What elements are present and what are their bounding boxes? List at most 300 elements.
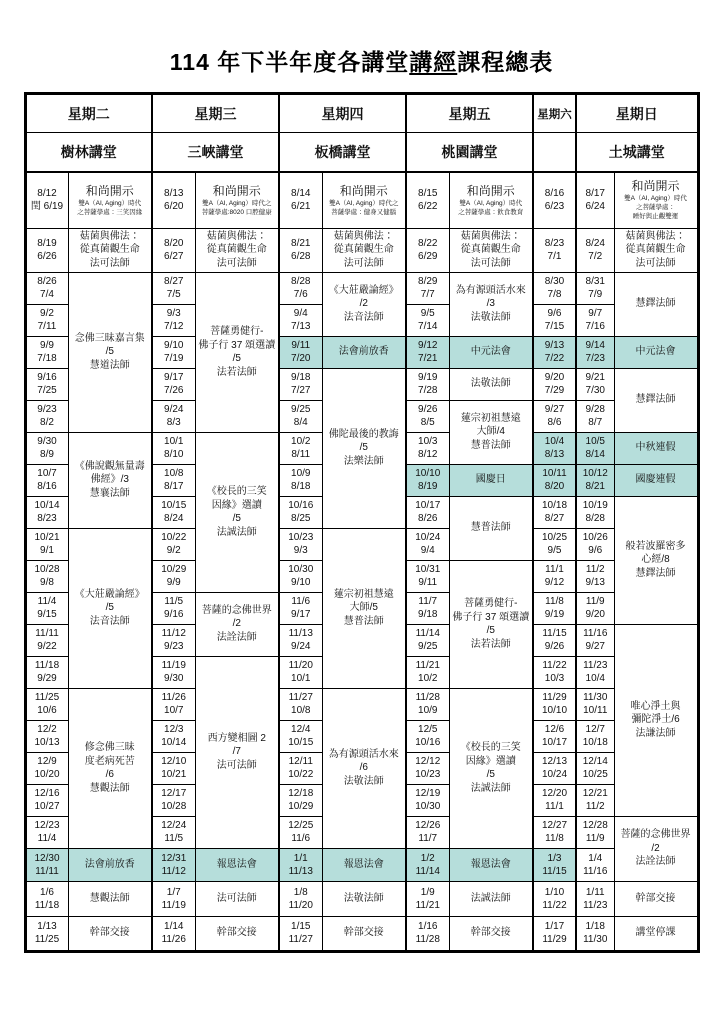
date-cell-thu: 11/6 9/17 [279, 592, 322, 624]
date-cell-wed: 10/29 9/9 [152, 560, 195, 592]
date-cell-fri: 10/31 9/11 [406, 560, 449, 592]
date-cell-sat: 12/6 10/17 [533, 720, 576, 752]
date-cell-tue: 9/9 7/18 [25, 336, 68, 368]
event-text-line: /5 [486, 769, 495, 780]
event-cell-thu [322, 172, 406, 228]
date-cell-sun: 9/28 8/7 [576, 400, 614, 432]
event-cell-sun [614, 881, 698, 916]
date-cell-sat: 1/17 11/29 [533, 916, 576, 951]
event-cell-tue [68, 432, 152, 528]
date-cell-tue: 11/25 10/6 [25, 688, 68, 720]
event-text-line: 報恩法會 [343, 858, 384, 870]
event-text-line: 中秋連假 [635, 442, 676, 454]
event-text-line: 法敬法師 [470, 378, 511, 390]
date-cell-fri: 11/21 10/2 [406, 656, 449, 688]
event-text-line: 從真菌觀生命 [206, 244, 267, 256]
date-cell-sun: 8/24 7/2 [576, 228, 614, 272]
date-cell-thu: 10/23 9/3 [279, 528, 322, 560]
event-subtitle-line: 雙A（AI, Aging）時代 [459, 199, 523, 207]
event-cell-thu [322, 881, 406, 916]
date-cell-sun: 9/14 7/23 [576, 336, 614, 368]
event-text-line: 法誠法師 [470, 782, 511, 794]
date-cell-thu: 10/16 8/25 [279, 496, 322, 528]
event-cell-sun [614, 816, 698, 881]
event-text-line: 幹部交接 [470, 927, 511, 939]
event-cell-thu [322, 368, 406, 528]
date-cell-fri: 12/12 10/23 [406, 752, 449, 784]
event-text-line: 中元法會 [635, 346, 676, 358]
date-cell-wed: 12/24 11/5 [152, 816, 195, 848]
date-cell-fri: 11/14 9/25 [406, 624, 449, 656]
date-cell-sat: 9/27 8/6 [533, 400, 576, 432]
event-text-line: 法敬法師 [343, 892, 384, 904]
date-cell-wed: 10/1 8/10 [152, 432, 195, 464]
date-cell-sat: 9/20 7/29 [533, 368, 576, 400]
event-subtitle-line: 睡好與止觀雙運 [632, 213, 679, 221]
date-cell-fri: 12/19 10/30 [406, 784, 449, 816]
date-cell-thu: 9/11 7/20 [279, 336, 322, 368]
event-subtitle-line: 雙A（AI, Aging）時代之 [329, 199, 399, 207]
date-cell-fri: 1/2 11/14 [406, 848, 449, 881]
date-cell-sun: 10/5 8/14 [576, 432, 614, 464]
event-text-line: 彌陀淨土/6 [631, 714, 680, 726]
event-cell-fri [449, 848, 533, 881]
date-cell-sat: 10/4 8/13 [533, 432, 576, 464]
date-cell-sun: 10/26 9/6 [576, 528, 614, 560]
event-cell-tue [68, 228, 152, 272]
date-cell-sat: 11/29 10/10 [533, 688, 576, 720]
header-day-sun: 星期日 [576, 94, 698, 133]
event-text-line: 幹部交接 [343, 927, 384, 939]
event-text-line: 法敬法師 [470, 311, 511, 323]
date-cell-tue: 10/21 9/1 [25, 528, 68, 560]
event-text-line: 菇菌與佛法： [625, 230, 686, 242]
event-subtitle-line: 菩薩學處:8020 口腔健康 [201, 208, 272, 216]
date-cell-fri: 1/9 11/21 [406, 881, 449, 916]
event-cell-tue [68, 848, 152, 881]
date-cell-sun: 11/23 10/4 [576, 656, 614, 688]
date-cell-tue: 9/30 8/9 [25, 432, 68, 464]
header-hall-wed: 三峽講堂 [152, 133, 279, 173]
event-cell-thu [322, 528, 406, 688]
event-text-line: 菇菌與佛法： [206, 230, 267, 242]
date-cell-fri: 11/28 10/9 [406, 688, 449, 720]
event-text-line: 慧普法師 [343, 615, 384, 627]
event-text-line: 因緣》選讀 [211, 499, 262, 511]
event-cell-sun [614, 172, 698, 228]
event-text-line: /7 [232, 746, 241, 758]
date-cell-tue: 9/16 7/25 [25, 368, 68, 400]
event-text-line: 報恩法會 [470, 858, 511, 870]
event-cell-thu [322, 688, 406, 848]
date-cell-fri: 8/29 7/7 [406, 272, 449, 304]
event-text-line: 《大莊嚴論經》 [328, 284, 399, 296]
event-title: 和尚開示 [212, 183, 261, 198]
date-cell-thu: 9/18 7/27 [279, 368, 322, 400]
date-cell-tue: 8/26 7/4 [25, 272, 68, 304]
event-text-line: 大師/5 [349, 602, 378, 614]
schedule-table [24, 92, 700, 953]
date-cell-fri: 8/15 6/22 [406, 172, 449, 228]
schedule-row [25, 688, 698, 720]
event-text-line: 念佛三昧嘉言集 [74, 332, 145, 344]
event-text-line: /5 [105, 346, 114, 358]
event-text-line: 幹部交接 [216, 927, 257, 939]
event-text-line: 法可法師 [89, 257, 130, 269]
event-text-line: 度老病死苦 [84, 755, 135, 767]
date-cell-thu: 1/15 11/27 [279, 916, 322, 951]
event-cell-tue [68, 528, 152, 688]
event-text-line: 佛子行 37 頌選讀 [198, 339, 276, 351]
event-subtitle-line: 雙A（AI, Aging）時代之 [202, 199, 272, 207]
date-cell-thu: 10/30 9/10 [279, 560, 322, 592]
event-cell-fri [449, 916, 533, 951]
title-underlined: 講經 [409, 49, 458, 75]
title-pre: 114 年下半年度各講堂 [169, 49, 410, 75]
event-cell-fri [449, 688, 533, 848]
date-cell-sun: 12/21 11/2 [576, 784, 614, 816]
event-cell-fri [449, 368, 533, 400]
date-cell-fri: 11/7 9/18 [406, 592, 449, 624]
date-cell-tue: 1/13 11/25 [25, 916, 68, 951]
date-cell-tue: 10/7 8/16 [25, 464, 68, 496]
header-hall-tue: 樹林講堂 [25, 133, 152, 173]
date-cell-sun: 11/2 9/13 [576, 560, 614, 592]
event-title: 和尚開示 [85, 183, 134, 198]
event-text-line: 報恩法會 [216, 858, 257, 870]
event-text-line: 從真菌觀生命 [460, 244, 521, 256]
event-text-line: 法樂法師 [343, 455, 384, 467]
date-cell-sun: 9/21 7/30 [576, 368, 614, 400]
date-cell-wed: 9/10 7/19 [152, 336, 195, 368]
event-text-line: 大師/4 [476, 426, 505, 438]
event-cell-thu [322, 848, 406, 881]
event-cell-wed [195, 848, 279, 881]
date-cell-wed: 1/7 11/19 [152, 881, 195, 916]
event-text-line: 慧觀法師 [89, 892, 130, 904]
event-text-line: 為有源頭活水來 [328, 748, 399, 760]
date-cell-fri: 9/26 8/5 [406, 400, 449, 432]
date-cell-thu: 10/9 8/18 [279, 464, 322, 496]
date-cell-wed: 8/27 7/5 [152, 272, 195, 304]
event-text-line: 從真菌觀生命 [79, 244, 140, 256]
header-day-thu: 星期四 [279, 94, 406, 133]
date-cell-sun: 11/30 10/11 [576, 688, 614, 720]
event-text-line: 法敬法師 [343, 775, 384, 787]
event-text-line: 菩薩勇健行- [464, 598, 518, 609]
date-cell-tue: 8/12 閏 6/19 [25, 172, 68, 228]
event-text-line: 法可法師 [470, 257, 511, 269]
event-cell-sun [614, 496, 698, 624]
event-text-line: 法可法師 [635, 257, 676, 269]
event-cell-wed [195, 172, 279, 228]
event-text-line: 法誠法師 [470, 892, 511, 904]
date-cell-thu: 9/25 8/4 [279, 400, 322, 432]
event-text-line: 西方變相圖 2 [207, 732, 266, 744]
event-cell-fri [449, 560, 533, 688]
date-cell-thu: 8/14 6/21 [279, 172, 322, 228]
event-text-line: 慧鐸法師 [635, 298, 676, 310]
event-text-line: 佛子行 37 頌選讀 [452, 611, 530, 623]
event-text-line: 菇菌與佛法： [460, 230, 521, 242]
date-cell-fri: 10/17 8/26 [406, 496, 449, 528]
date-cell-thu: 8/21 6/28 [279, 228, 322, 272]
event-text-line: 法若法師 [216, 366, 257, 378]
date-cell-wed: 9/24 8/3 [152, 400, 195, 432]
date-cell-fri: 8/22 6/29 [406, 228, 449, 272]
date-cell-wed: 11/12 9/23 [152, 624, 195, 656]
date-cell-fri: 12/5 10/16 [406, 720, 449, 752]
date-cell-tue: 9/23 8/2 [25, 400, 68, 432]
date-cell-tue: 12/23 11/4 [25, 816, 68, 848]
event-text-line: 從真菌觀生命 [333, 244, 394, 256]
date-cell-tue: 11/11 9/22 [25, 624, 68, 656]
event-text-line: 佛經》/3 [90, 474, 129, 486]
date-cell-wed: 11/5 9/16 [152, 592, 195, 624]
event-text-line: 幹部交接 [635, 892, 676, 904]
event-text-line: 慧道法師 [89, 359, 130, 371]
date-cell-fri: 9/12 7/21 [406, 336, 449, 368]
date-cell-thu: 11/13 9/24 [279, 624, 322, 656]
event-cell-tue [68, 172, 152, 228]
date-cell-fri: 10/24 9/4 [406, 528, 449, 560]
event-text-line: /5 [105, 602, 114, 614]
event-cell-wed [195, 272, 279, 432]
event-text-line: 法詮法師 [635, 856, 676, 868]
date-cell-sun: 1/18 11/30 [576, 916, 614, 951]
header-hall-sun: 土城講堂 [576, 133, 698, 173]
date-cell-wed: 11/26 10/7 [152, 688, 195, 720]
date-cell-sun: 8/17 6/24 [576, 172, 614, 228]
event-cell-wed [195, 656, 279, 848]
event-cell-wed [195, 228, 279, 272]
date-cell-tue: 12/2 10/13 [25, 720, 68, 752]
date-cell-wed: 8/13 6/20 [152, 172, 195, 228]
event-subtitle-line: 之菩薩學處：飲食教育 [458, 208, 524, 216]
date-cell-tue: 12/16 10/27 [25, 784, 68, 816]
date-cell-sat: 12/13 10/24 [533, 752, 576, 784]
event-cell-sun [614, 916, 698, 951]
event-cell-fri [449, 400, 533, 464]
event-text-line: /5 [232, 513, 241, 524]
schedule-row [25, 228, 698, 272]
event-text-line: /2 [651, 842, 660, 854]
date-cell-sat: 11/1 9/12 [533, 560, 576, 592]
date-cell-fri: 10/3 8/12 [406, 432, 449, 464]
event-subtitle-line: 之菩薩學處：三笑因緣 [77, 208, 143, 216]
event-text-line: 國慶連假 [635, 474, 676, 486]
event-text-line: 菇菌與佛法： [79, 230, 140, 242]
date-cell-wed: 12/31 11/12 [152, 848, 195, 881]
header-day-fri: 星期五 [406, 94, 533, 133]
event-cell-fri [449, 172, 533, 228]
event-cell-tue [68, 916, 152, 951]
event-text-line: /5 [359, 442, 368, 454]
event-cell-fri [449, 464, 533, 496]
date-cell-thu: 10/2 8/11 [279, 432, 322, 464]
event-text-line: /3 [486, 298, 495, 310]
event-cell-fri [449, 272, 533, 336]
date-cell-fri: 9/19 7/28 [406, 368, 449, 400]
event-text-line: 慧鐸法師 [635, 394, 676, 406]
schedule-row [25, 272, 698, 304]
event-text-line: 般若波羅密多 [625, 540, 686, 552]
event-text-line: 法音法師 [89, 615, 130, 627]
date-cell-tue: 10/14 8/23 [25, 496, 68, 528]
event-text-line: /2 [232, 618, 241, 630]
event-text-line: 法誠法師 [216, 526, 257, 538]
date-cell-tue: 1/6 11/18 [25, 881, 68, 916]
date-cell-sat: 8/16 6/23 [533, 172, 576, 228]
event-text-line: 幹部交接 [89, 927, 130, 939]
date-cell-thu: 11/20 10/1 [279, 656, 322, 688]
event-text-line: 《校長的三笑 [460, 742, 521, 753]
schedule-row [25, 848, 698, 881]
event-text-line: 慧鐸法師 [635, 567, 676, 579]
date-cell-wed: 8/20 6/27 [152, 228, 195, 272]
header-hall-sat [533, 133, 576, 173]
date-cell-sun: 12/7 10/18 [576, 720, 614, 752]
event-text-line: 蓮宗初祖慧遠 [460, 412, 521, 424]
date-cell-thu: 11/27 10/8 [279, 688, 322, 720]
date-cell-wed: 9/3 7/12 [152, 304, 195, 336]
event-subtitle-line: 雙A（AI, Aging）時代 [78, 199, 142, 207]
event-text-line: 法謙法師 [635, 727, 676, 739]
date-cell-fri: 9/5 7/14 [406, 304, 449, 336]
event-text-line: 因緣》選讀 [465, 755, 516, 767]
date-cell-sat: 8/30 7/8 [533, 272, 576, 304]
header-hall-thu: 板橋講堂 [279, 133, 406, 173]
event-text-line: /6 [359, 762, 368, 774]
event-subtitle-line: 雙A（AI, Aging）時代 [624, 195, 687, 203]
event-cell-sun [614, 272, 698, 336]
date-cell-thu: 12/25 11/6 [279, 816, 322, 848]
event-text-line: 法可法師 [216, 759, 257, 771]
event-text-line: /2 [359, 298, 368, 310]
date-cell-sat: 9/6 7/15 [533, 304, 576, 336]
event-text-line: 唯心淨土與 [630, 700, 681, 712]
date-cell-tue: 12/30 11/11 [25, 848, 68, 881]
date-cell-sun: 10/19 8/28 [576, 496, 614, 528]
date-cell-sat: 1/3 11/15 [533, 848, 576, 881]
date-cell-sun: 1/4 11/16 [576, 848, 614, 881]
event-cell-tue [68, 688, 152, 848]
event-text-line: 法詮法師 [216, 631, 257, 643]
event-text-line: 法可法師 [343, 257, 384, 269]
date-cell-sun: 8/31 7/9 [576, 272, 614, 304]
event-cell-tue [68, 881, 152, 916]
event-title: 和尚開示 [339, 183, 388, 198]
event-cell-tue [68, 272, 152, 432]
event-title: 和尚開示 [466, 183, 515, 198]
date-cell-sat: 11/8 9/19 [533, 592, 576, 624]
date-cell-sun: 11/16 9/27 [576, 624, 614, 656]
event-cell-sun [614, 432, 698, 464]
date-cell-sat: 9/13 7/22 [533, 336, 576, 368]
schedule-row [25, 528, 698, 560]
event-subtitle-line: 菩薩學處：健身又健腦 [331, 208, 397, 216]
event-text-line: 《大莊嚴論經》 [74, 588, 145, 600]
event-cell-sun [614, 336, 698, 368]
date-cell-sat: 8/23 7/1 [533, 228, 576, 272]
date-cell-wed: 11/19 9/30 [152, 656, 195, 688]
date-cell-sat: 11/15 9/26 [533, 624, 576, 656]
date-cell-sun: 12/14 10/25 [576, 752, 614, 784]
event-cell-sun [614, 368, 698, 432]
date-cell-wed: 10/8 8/17 [152, 464, 195, 496]
event-text-line: 菩薩的念佛世界 [201, 604, 272, 616]
date-cell-wed: 12/17 10/28 [152, 784, 195, 816]
date-cell-sun: 10/12 8/21 [576, 464, 614, 496]
event-text-line: 法可法師 [216, 892, 257, 904]
event-cell-thu [322, 336, 406, 368]
date-cell-wed: 9/17 7/26 [152, 368, 195, 400]
date-cell-tue: 10/28 9/8 [25, 560, 68, 592]
event-cell-wed [195, 916, 279, 951]
date-cell-tue: 8/19 6/26 [25, 228, 68, 272]
date-cell-sun: 12/28 11/9 [576, 816, 614, 848]
date-cell-sat: 1/10 11/22 [533, 881, 576, 916]
event-text-line: /5 [232, 353, 241, 364]
date-cell-fri: 12/26 11/7 [406, 816, 449, 848]
date-cell-wed: 12/10 10/21 [152, 752, 195, 784]
date-cell-thu: 12/4 10/15 [279, 720, 322, 752]
date-cell-sat: 12/20 11/1 [533, 784, 576, 816]
date-cell-tue: 12/9 10/20 [25, 752, 68, 784]
header-day-sat: 星期六 [533, 94, 576, 133]
event-text-line: 法會前放香 [84, 858, 135, 870]
event-text-line: 慧觀法師 [89, 782, 130, 794]
event-text-line: 法若法師 [470, 638, 511, 650]
event-text-line: /5 [486, 625, 495, 636]
date-cell-sat: 10/25 9/5 [533, 528, 576, 560]
date-cell-sun: 11/9 9/20 [576, 592, 614, 624]
schedule-row [25, 881, 698, 916]
event-text-line: 心經/8 [641, 554, 670, 566]
event-text-line: 《佛說觀無量壽 [74, 460, 145, 472]
event-text-line: 法音法師 [343, 311, 384, 323]
event-text-line: /6 [105, 769, 114, 780]
event-cell-sun [614, 464, 698, 496]
schedule-row [25, 172, 698, 228]
date-cell-thu: 12/18 10/29 [279, 784, 322, 816]
event-text-line: 慧襄法師 [89, 487, 130, 499]
event-text-line: 中元法會 [470, 346, 511, 358]
event-cell-thu [322, 228, 406, 272]
date-cell-thu: 1/8 11/20 [279, 881, 322, 916]
event-text-line: 法可法師 [216, 257, 257, 269]
date-cell-sat: 10/18 8/27 [533, 496, 576, 528]
date-cell-tue: 11/4 9/15 [25, 592, 68, 624]
event-text-line: 為有源頭活水來 [455, 284, 526, 296]
event-subtitle-line: 之菩薩學處： [636, 204, 675, 212]
event-text-line: 《校長的三笑 [206, 486, 267, 497]
date-cell-thu: 12/11 10/22 [279, 752, 322, 784]
event-cell-wed [195, 881, 279, 916]
date-cell-fri: 10/10 8/19 [406, 464, 449, 496]
event-text-line: 菇菌與佛法： [333, 230, 394, 242]
event-text-line: 法會前放香 [338, 346, 389, 358]
event-cell-fri [449, 228, 533, 272]
date-cell-wed: 10/15 8/24 [152, 496, 195, 528]
event-text-line: 慧普法師 [470, 522, 511, 534]
event-cell-wed [195, 592, 279, 656]
date-cell-tue: 9/2 7/11 [25, 304, 68, 336]
event-text-line: 講堂停課 [635, 927, 676, 939]
event-cell-sun [614, 228, 698, 272]
header-day-tue: 星期二 [25, 94, 152, 133]
date-cell-tue: 11/18 9/29 [25, 656, 68, 688]
